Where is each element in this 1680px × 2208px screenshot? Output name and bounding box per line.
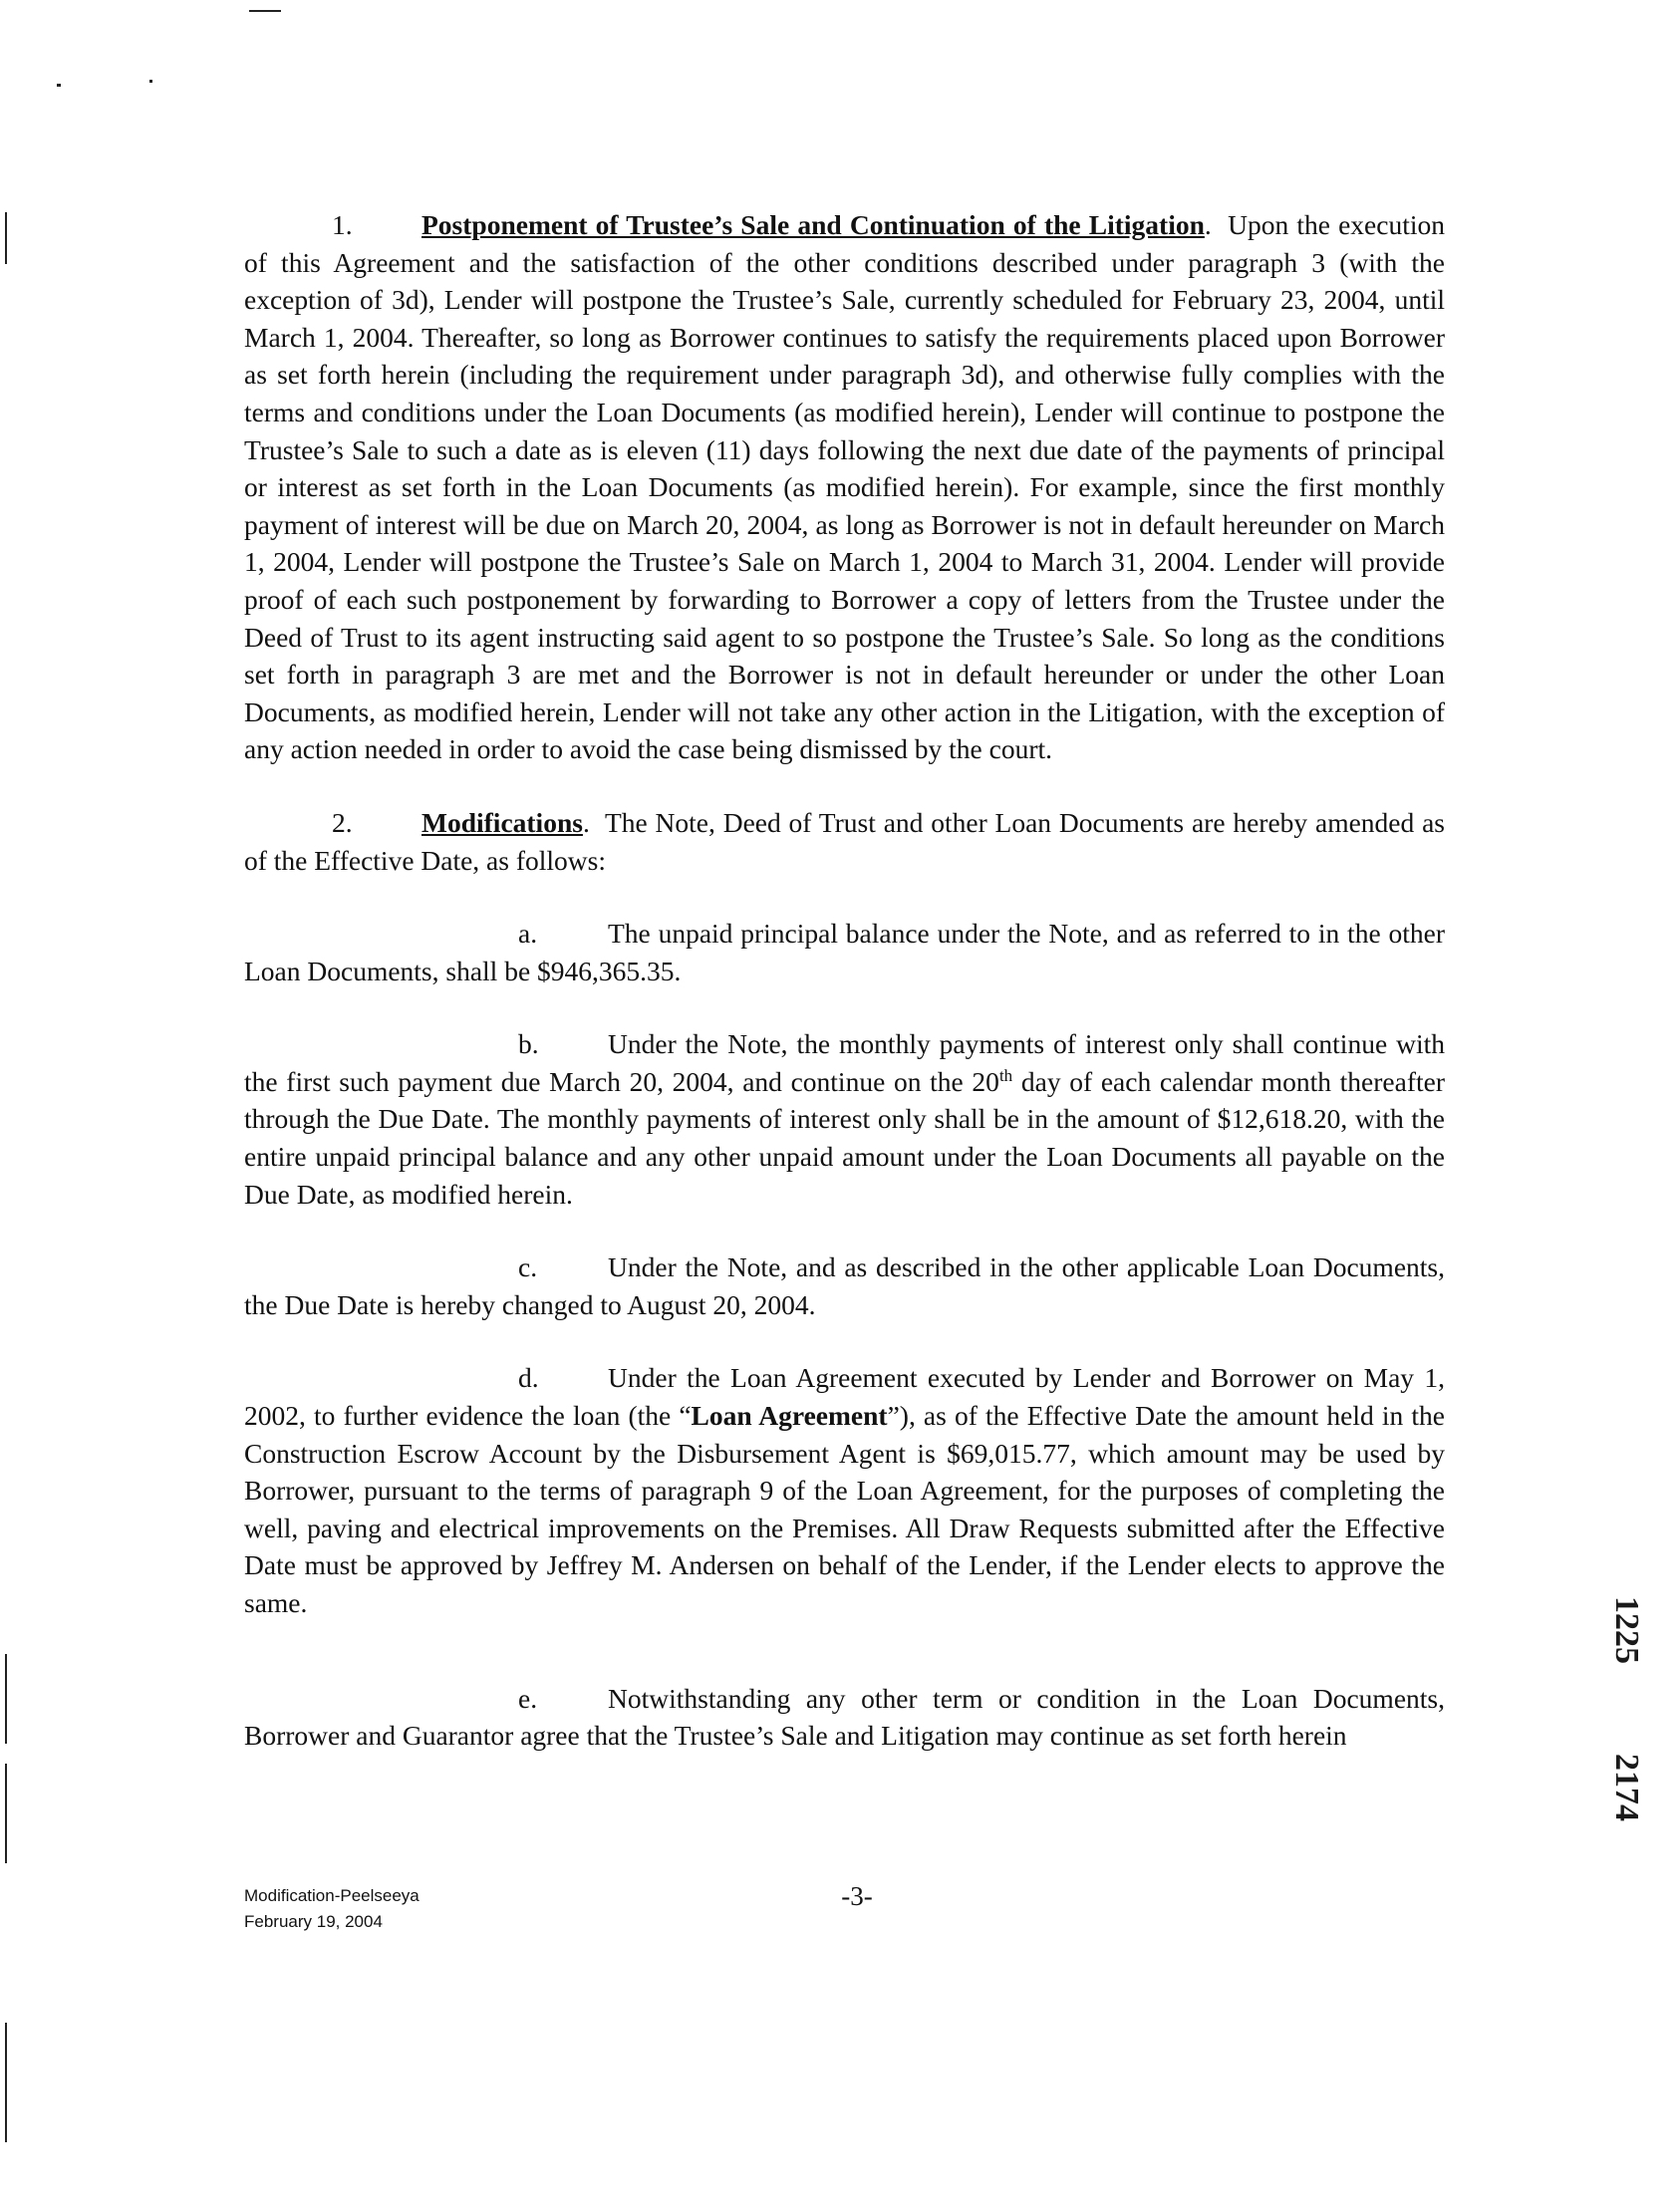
subparagraph-e [244, 1680, 1445, 1755]
paragraph-heading: Postponement of Trustee’s Sale and Continuation of the Litigation [421, 209, 1205, 240]
subparagraph-letter: e. [518, 1682, 538, 1714]
heading-suffix: . [582, 806, 590, 838]
scan-artifact-left-bar [5, 1654, 7, 1744]
defined-term: Loan Agreement [691, 1400, 888, 1432]
subparagraph-text-continued: ”), as of the Effective Date the amount held in the Construction Escrow Account by the Disbursement Agent is $69,015.77, which amount may be used by Borrower, pursuant to the terms of paragraph 9 of the Loan Agreement, for the purposes of completing the well, paving and electrical improvements on the Premises. All Draw Requests submitted after the Effective Date must be approved by Jeffrey M. Andersen on behalf of the Lender, if the Lender elects to approve the same. [244, 1400, 1446, 1618]
ordinal-superscript: th [998, 1065, 1013, 1085]
subparagraph-letter: b. [518, 1028, 539, 1060]
recording-stamp-lower [1604, 1754, 1648, 1821]
subparagraph-c [244, 1248, 1445, 1323]
heading-suffix: . [1204, 209, 1212, 240]
subparagraph-text: Under the Loan Agreement executed by Lender and Borrower on May 1, 2002, to further evidence the loan (the “ [244, 1362, 1445, 1432]
scan-artifact-top-line [249, 10, 281, 12]
paragraph-2 [244, 804, 1445, 879]
paragraph-text: Upon the execution of this Agreement and the satisfaction of the other conditions described under paragraph 3 (with the exception of 3d), Lender will postpone the Trustee’s Sale, currently scheduled for February 23, 2004, until March 1, 2004. Thereafter, so long as Borrower continues to satisfy the requirements placed upon Borrower as set forth herein (including the requirement under paragraph 3d), and otherwise fully complies with the terms and conditions under the Loan Documents (as modified herein), Lender will continue to postpone the Trustee’s Sale to such a date as is eleven (11) days following the next due date of the payments of principal or interest as set forth in the Loan Documents (as modified herein). For example, since the first monthly payment of interest will be due on March 20, 2004, as long as Borrower is not in default hereunder on March 1, 2004, Lender will postpone the Trustee’s Sale on March 1, 2004 to March 31, 2004. Lender will provide proof of each such postponement by forwarding to Borrower a copy of letters from the Trustee under the Deed of Trust to its agent instructing said agent to so postpone the Trustee’s Sale. So long as the conditions set forth in paragraph 3 are met and the Borrower is not in default hereunder or under the other Loan Documents, as modified herein, Lender will not take any other action in the Litigation, with the exception of any action needed in order to avoid the case being dismissed by the court. [244, 209, 1445, 765]
page-number: -3- [841, 1881, 873, 1911]
footer-doc-name: Modification-Peelseeya [244, 1886, 420, 1905]
subparagraph-text: Under the Note, the monthly payments of interest only shall continue with the first such payment due March 20, 2004, and continue on the 20 [244, 1028, 1445, 1097]
paragraph-number: 2. [332, 806, 353, 838]
paragraph-number: 1. [332, 209, 353, 240]
subparagraph-text: Notwithstanding any other term or condition in the Loan Documents, Borrower and Guarantor agree that the Trustee’s Sale and Litigation may continue as set forth herein [244, 1682, 1445, 1752]
paragraph-text: The Note, Deed of Trust and other Loan Documents are hereby amended as of the Effective Date, as follows: [244, 806, 1445, 876]
subparagraph-letter: d. [518, 1362, 539, 1394]
stamp-number-lower: 2174 [1608, 1754, 1645, 1821]
scan-artifact-left-bar [5, 1764, 7, 1863]
paragraph-heading: Modifications [421, 806, 583, 838]
subparagraph-letter: a. [518, 918, 538, 950]
scan-artifact-left-bar [5, 212, 7, 264]
scan-artifact-dot [57, 84, 61, 87]
subparagraph-d [244, 1359, 1445, 1621]
stamp-number-upper: 1225 [1608, 1596, 1645, 1664]
scan-artifact-dot [149, 80, 152, 83]
document-body [244, 206, 1445, 1791]
subparagraph-a [244, 915, 1445, 989]
footer-doc-info [244, 1883, 420, 1935]
subparagraph-letter: c. [518, 1251, 538, 1283]
subparagraph-text: The unpaid principal balance under the Note, and as referred to in the other Loan Documents, shall be $946,365.35. [244, 918, 1445, 986]
subparagraph-text: Under the Note, and as described in the other applicable Loan Documents, the Due Date is hereby changed to August 20, 2004. [244, 1251, 1445, 1320]
subparagraph-text-continued: day of each calendar month thereafter through the Due Date. The monthly payments of interest only shall be in the amount of $12,618.20, with the entire unpaid principal balance and any other unpaid amount under the Loan Documents all payable on the Due Date, as modified herein. [244, 1065, 1445, 1210]
scan-artifact-left-bar [5, 2023, 7, 2142]
paragraph-1 [244, 206, 1445, 768]
recording-stamp-upper [1604, 1596, 1648, 1664]
footer-date: February 19, 2004 [244, 1912, 383, 1931]
subparagraph-b [244, 1025, 1445, 1213]
